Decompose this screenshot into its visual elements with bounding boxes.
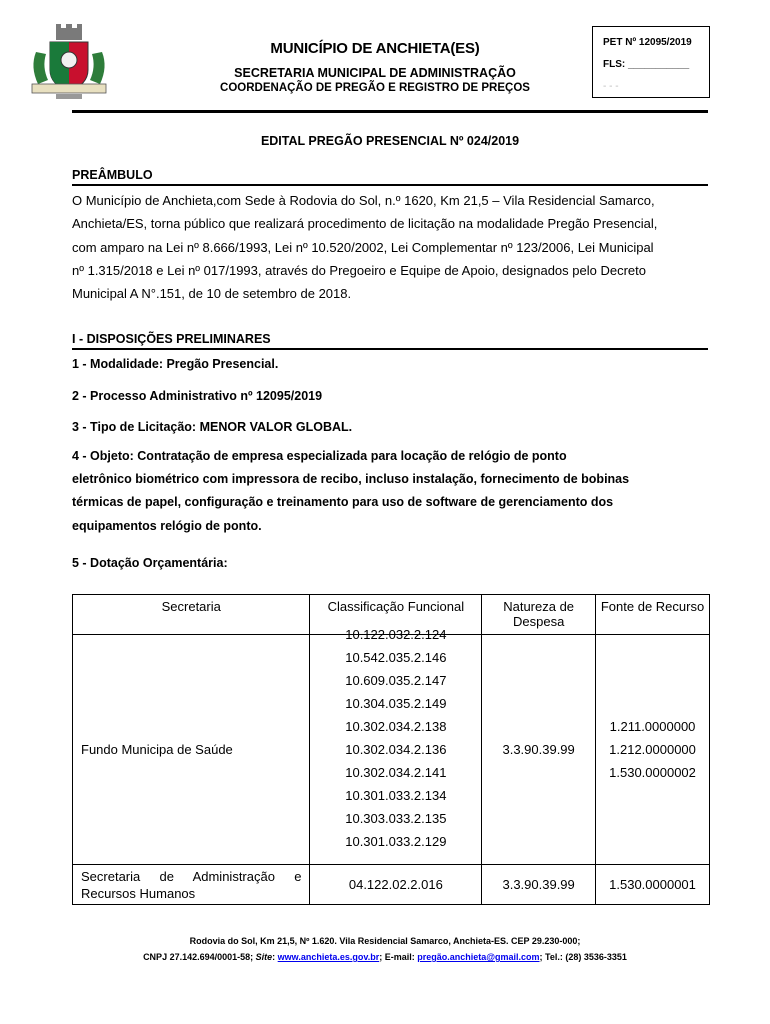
header-divider — [72, 110, 708, 113]
table-row — [73, 865, 710, 905]
fls-field: FLS: ___________ — [603, 59, 690, 70]
municipal-crest-icon — [28, 22, 110, 100]
cell-fonte: 1.530.0000001 — [596, 865, 710, 905]
secretaria-subtitle: SECRETARIA MUNICIPAL DE ADMINISTRAÇÃO — [234, 66, 516, 80]
classificacao-code: 10.302.034.2.136 — [345, 742, 447, 757]
footer-site-link[interactable]: www.anchieta.es.gov.br — [277, 952, 380, 962]
objeto-line: 4 - Objeto: Contratação de empresa especializada para locação de relógio de ponto — [72, 449, 567, 463]
classificacao-code: 10.122.032.2.124 — [345, 627, 447, 642]
pet-number: PET Nº 12095/2019 — [603, 37, 692, 48]
objeto-line: eletrônico biométrico com impressora de recibo, incluso instalação, fornecimento de bobinas — [72, 472, 630, 487]
footer-tel: ; Tel.: (28) 3536-3351 — [539, 952, 627, 962]
item-processo: 2 - Processo Administrativo nº 12095/2019 — [72, 389, 323, 403]
item-tipo: 3 - Tipo de Licitação: MENOR VALOR GLOBAL. — [72, 420, 353, 434]
pet-box-extra: - - - — [603, 81, 619, 92]
classificacao-code: 10.301.033.2.134 — [345, 788, 447, 803]
classificacao-code: 10.304.035.2.149 — [345, 696, 447, 711]
footer-email-label: ; E-mail: — [379, 952, 418, 962]
cell-natureza: 3.3.90.39.99 — [482, 865, 596, 905]
edital-title: EDITAL PREGÃO PRESENCIAL Nº 024/2019 — [260, 134, 520, 148]
coordenacao-subtitle: COORDENAÇÃO DE PREGÃO E REGISTRO DE PREÇOS — [220, 82, 530, 94]
item-dotacao: 5 - Dotação Orçamentária: — [72, 556, 228, 570]
footer-contacts — [72, 952, 698, 962]
footer-email-link[interactable]: pregão.anchieta@gmail.com — [417, 952, 540, 962]
fonte-code: 1.212.0000000 — [609, 742, 696, 757]
classificacao-code: 10.303.033.2.135 — [345, 811, 447, 826]
cell-secretaria: Fundo Municipa de Saúde — [73, 635, 310, 865]
fonte-code: 1.211.0000000 — [609, 719, 696, 734]
classificacao-code: 10.301.033.2.129 — [345, 834, 447, 849]
footer-cnpj: CNPJ 27.142.694/0001-58; — [143, 952, 256, 962]
header-natureza: Natureza de Despesa — [482, 595, 596, 635]
table-row — [73, 635, 710, 865]
classificacao-code: 10.609.035.2.147 — [345, 673, 447, 688]
header-classificacao: Classificação Funcional — [310, 595, 482, 635]
disposicoes-heading: I - DISPOSIÇÕES PRELIMINARES — [72, 332, 708, 350]
header-fonte: Fonte de Recurso — [596, 595, 710, 635]
preambulo-line: nº 1.315/2018 e Lei nº 017/1993, através do Pregoeiro e Equipe de Apoio, designados pelo Decreto — [72, 262, 646, 278]
dotacao-table — [72, 594, 710, 905]
cell-natureza: 3.3.90.39.99 — [482, 635, 596, 865]
preambulo-heading: PREÂMBULO — [72, 168, 708, 186]
classificacao-code: 10.302.034.2.138 — [345, 719, 447, 734]
cell-classificacoes — [310, 627, 482, 865]
item-modalidade: 1 - Modalidade: Pregão Presencial. — [72, 357, 279, 371]
pet-box — [592, 26, 710, 98]
footer-address: Rodovia do Sol, Km 21,5, Nº 1.620. Vila Residencial Samarco, Anchieta-ES. CEP 29.230-000; — [189, 936, 581, 946]
item-objeto — [72, 445, 698, 538]
footer-site-label: Site — [255, 952, 273, 962]
fonte-code: 1.530.0000002 — [609, 765, 696, 780]
classificacao-code: 10.302.034.2.141 — [345, 765, 447, 780]
preambulo-paragraph — [72, 189, 708, 305]
objeto-line: térmicas de papel, configuração e treinamento para uso de software de gerenciamento dos — [72, 495, 614, 510]
classificacao-code: 10.542.035.2.146 — [345, 650, 447, 665]
preambulo-line: O Município de Anchieta,com Sede à Rodovia do Sol, n.º 1620, Km 21,5 – Vila Residencial Samarco, — [72, 193, 655, 208]
cell-classificacao: 04.122.02.2.016 — [310, 865, 482, 905]
preambulo-line: Municipal A N°.151, de 10 de setembro de 2018. — [72, 286, 352, 302]
preambulo-line: Anchieta/ES, torna público que realizará procedimento de licitação na modalidade Pregão Presencial, — [72, 216, 658, 232]
municipio-title: MUNICÍPIO DE ANCHIETA(ES) — [270, 40, 480, 57]
header-secretaria: Secretaria — [73, 595, 310, 635]
cell-secretaria: Secretaria de Administração e Recursos Humanos — [73, 865, 310, 905]
preambulo-line: com amparo na Lei nº 8.666/1993, Lei nº 10.520/2002, Lei Complementar nº 123/2006, Lei Municipal — [72, 239, 654, 255]
cell-fontes — [596, 635, 710, 865]
footer-site-sep: : — [272, 952, 278, 962]
objeto-line: equipamentos relógio de ponto. — [72, 518, 262, 533]
